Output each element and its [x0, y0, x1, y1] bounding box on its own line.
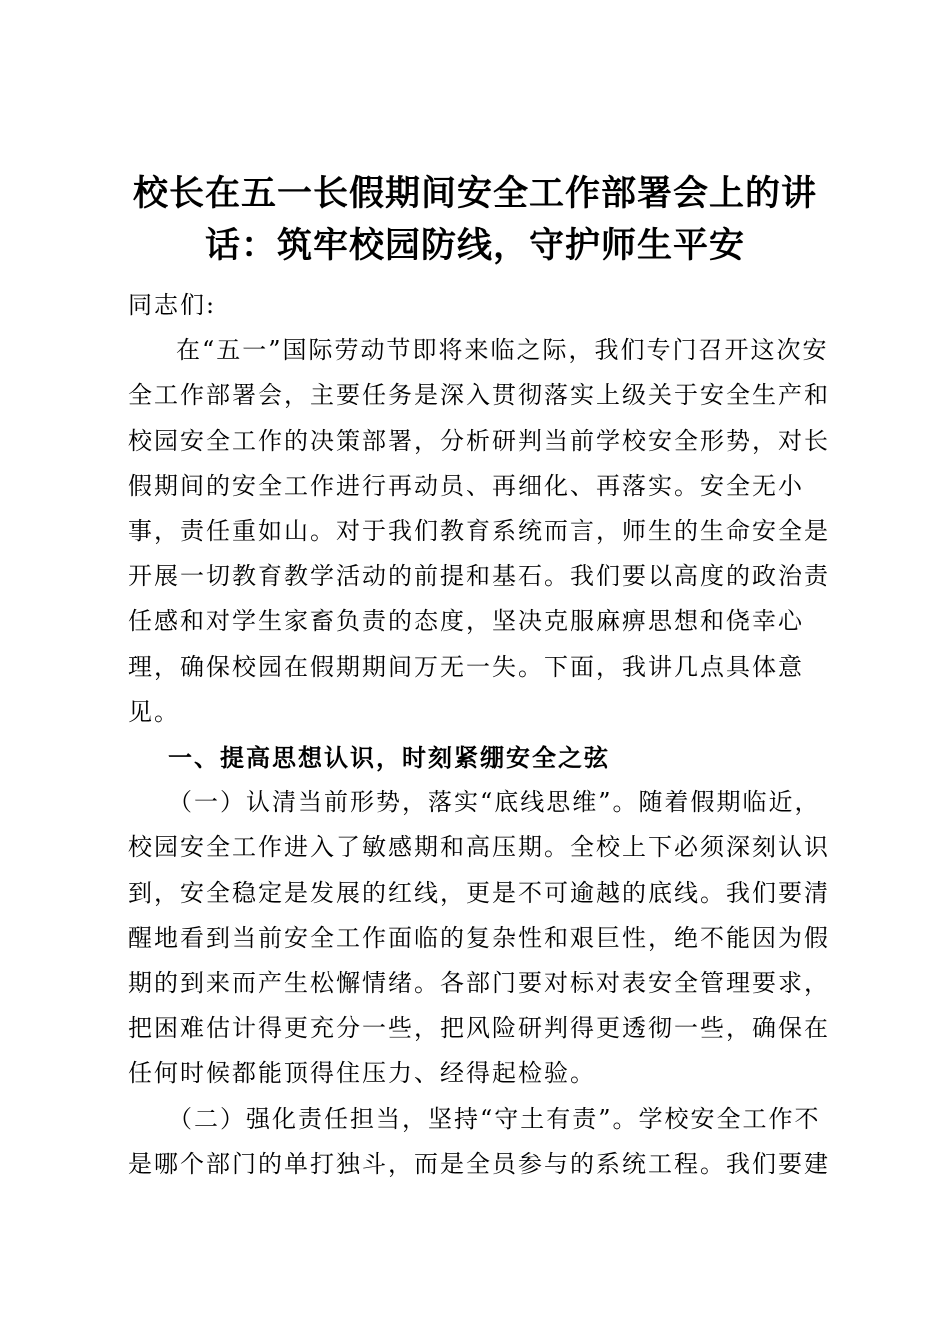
document-body: [128, 283, 833, 1187]
document-title: 校长在五一长假期间安全工作部署会上的讲话：筑牢校园防线，守护师生平安: [132, 173, 817, 266]
paragraph-item-1: （一）认清当前形势，落实“底线思维”。随着假期临近，校园安全工作进入了敏感期和高压期。全校上下必须深刻认识到，安全稳定是发展的红线，更是不可逾越的底线。我们要清醒地看到当前安全工作面临的复杂性和艰巨性，绝不能因为假期的到来而产生松懈情绪。各部门要对标对表安全管理要求，把困难估计得更充分一些，把风险研判得更透彻一些，确保在任何时候都能顶得住压力、经得起检验。: [128, 788, 830, 1088]
section-heading-1: 一、提高思想认识，时刻紧绷安全之弦: [168, 743, 610, 773]
paragraph-item-2: （二）强化责任担当，坚持“守土有责”。学校安全工作不是哪个部门的单打独斗，而是全员参与的系统工程。我们要建: [128, 1104, 830, 1178]
salutation: 同志们:: [128, 291, 217, 319]
intro-paragraph: 在“五一”国际劳动节即将来临之际，我们专门召开这次安全工作部署会，主要任务是深入贯彻落实上级关于安全生产和校园安全工作的决策部署，分析研判当前学校安全形势，对长假期间的安全工作进行再动员、再细化、再落实。安全无小事，责任重如山。对于我们教育系统而言，师生的生命安全是开展一切教育教学活动的前提和基石。我们要以高度的政治责任感和对学生家畜负责的态度，坚决克服麻痹思想和侥幸心理，确保校园在假期期间万无一失。下面，我讲几点具体意见。: [128, 336, 830, 726]
